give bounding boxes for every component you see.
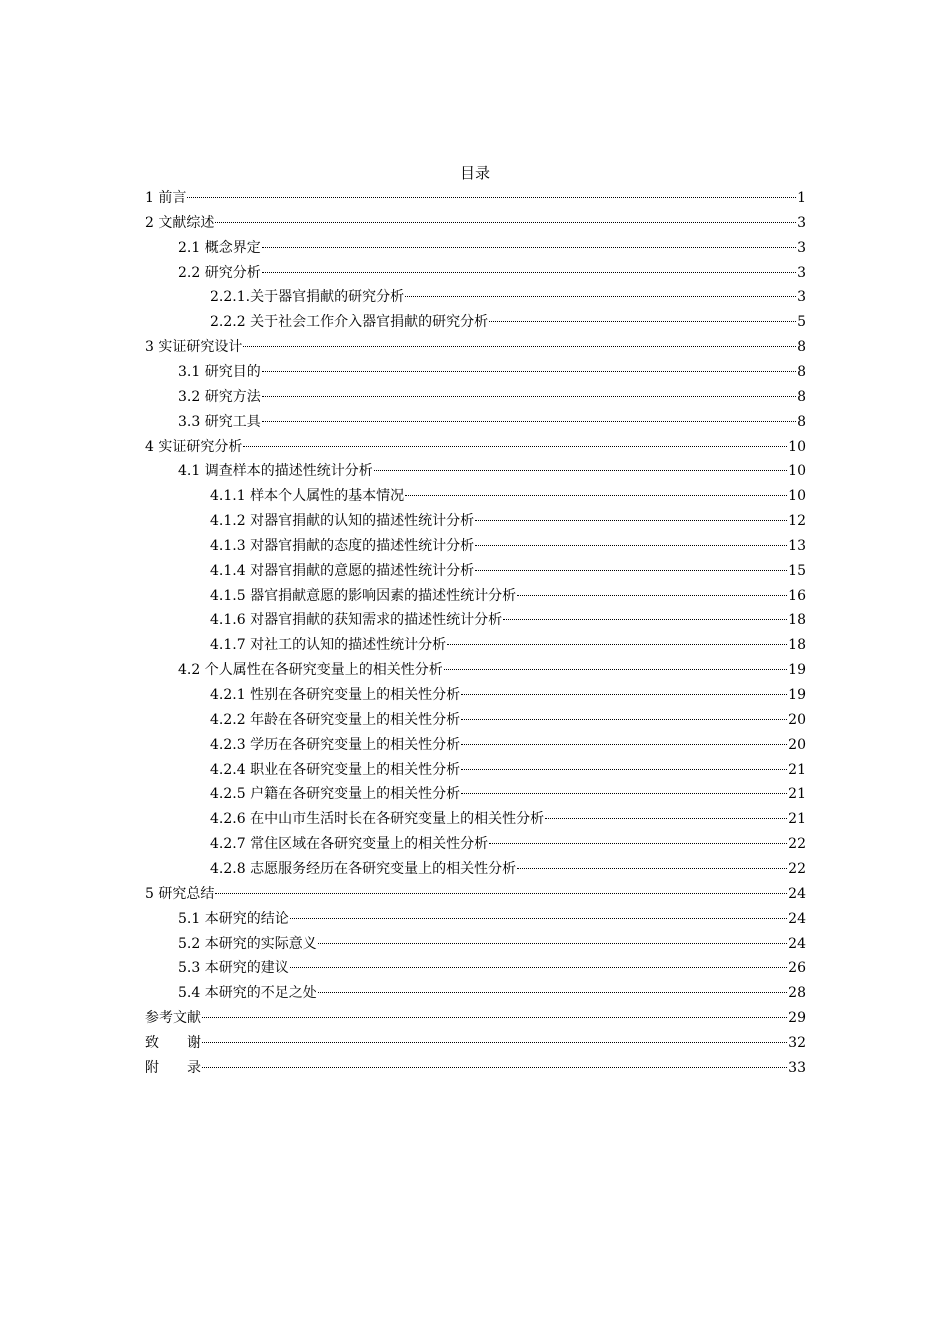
toc-dot-leader [447, 644, 787, 645]
toc-dot-leader [262, 396, 796, 397]
toc-dot-leader [405, 296, 796, 297]
toc-entry[interactable] [210, 560, 806, 582]
toc-dot-leader [290, 918, 787, 919]
toc-entry-label: 5 研究总结 [145, 886, 215, 902]
toc-entry[interactable] [178, 460, 806, 482]
toc-entry-page-number: 1 [797, 190, 806, 206]
toc-entry[interactable] [145, 1007, 806, 1029]
toc-dot-leader [475, 520, 787, 521]
toc-dot-leader [461, 744, 787, 745]
toc-entry-page-number: 18 [788, 637, 806, 653]
toc-entry-label: 2.2.2 关于社会工作介入器官捐献的研究分析 [210, 314, 489, 330]
toc-entry-label: 4.1.5 器官捐献意愿的影响因素的描述性统计分析 [210, 588, 517, 604]
toc-entry-page-number: 8 [797, 389, 806, 405]
toc-entry[interactable] [210, 709, 806, 731]
toc-entry-label: 4.1.4 对器官捐献的意愿的描述性统计分析 [210, 563, 475, 579]
toc-entry-page-number: 32 [788, 1035, 806, 1051]
toc-entry-page-number: 33 [788, 1060, 806, 1076]
toc-entry-label: 3.3 研究工具 [178, 414, 261, 430]
toc-entry-label: 5.3 本研究的建议 [178, 960, 289, 976]
toc-entry[interactable] [178, 659, 806, 681]
toc-entry-page-number: 22 [788, 836, 806, 852]
toc-entry-page-number: 18 [788, 612, 806, 628]
toc-entry-page-number: 3 [797, 240, 806, 256]
toc-entry-page-number: 20 [788, 737, 806, 753]
toc-entry-label: 4.1 调查样本的描述性统计分析 [178, 463, 373, 479]
toc-entry-page-number: 24 [788, 886, 806, 902]
toc-entry-label: 5.2 本研究的实际意义 [178, 936, 317, 952]
toc-entry-page-number: 19 [788, 662, 806, 678]
toc-entry-page-number: 3 [797, 215, 806, 231]
toc-dot-leader [461, 793, 787, 794]
toc-entry-label: 参考文献 [145, 1010, 201, 1026]
toc-entry[interactable] [210, 833, 806, 855]
toc-entry[interactable] [210, 808, 806, 830]
toc-entry-label: 4.2.8 志愿服务经历在各研究变量上的相关性分析 [210, 861, 517, 877]
toc-dot-leader [374, 470, 787, 471]
toc-entry-label: 4 实证研究分析 [145, 439, 243, 455]
toc-entry-label: 3.1 研究目的 [178, 364, 261, 380]
toc-dot-leader [489, 843, 787, 844]
toc-dot-leader [262, 247, 796, 248]
toc-entry-label: 5.1 本研究的结论 [178, 911, 289, 927]
toc-entry-page-number: 3 [797, 289, 806, 305]
toc-dot-leader [262, 421, 796, 422]
toc-entry-page-number: 12 [788, 513, 806, 529]
toc-dot-leader [503, 619, 787, 620]
toc-dot-leader [461, 769, 787, 770]
toc-entry-label: 1 前言 [145, 190, 187, 206]
toc-entry-page-number: 24 [788, 911, 806, 927]
toc-entry[interactable] [145, 1032, 806, 1054]
toc-entry[interactable] [178, 262, 806, 284]
toc-entry-label: 4.1.3 对器官捐献的态度的描述性统计分析 [210, 538, 475, 554]
toc-dot-leader [202, 1067, 787, 1068]
toc-dot-leader [318, 992, 787, 993]
toc-dot-leader [318, 943, 787, 944]
toc-entry-page-number: 19 [788, 687, 806, 703]
toc-dot-leader [202, 1017, 787, 1018]
toc-dot-leader [517, 595, 787, 596]
toc-dot-leader [475, 545, 787, 546]
toc-dot-leader [461, 719, 787, 720]
toc-dot-leader [243, 346, 796, 347]
toc-entry-label: 4.2.5 户籍在各研究变量上的相关性分析 [210, 786, 461, 802]
toc-entry[interactable] [210, 634, 806, 656]
toc-entry-page-number: 10 [788, 488, 806, 504]
toc-dot-leader [489, 321, 796, 322]
toc-entry-page-number: 16 [788, 588, 806, 604]
toc-entry-label: 4.2.3 学历在各研究变量上的相关性分析 [210, 737, 461, 753]
toc-entry-label: 致 谢 [145, 1035, 201, 1051]
toc-entry-page-number: 8 [797, 339, 806, 355]
toc-dot-leader [215, 893, 787, 894]
toc-entry[interactable] [210, 684, 806, 706]
toc-dot-leader [187, 197, 796, 198]
toc-entry-page-number: 21 [788, 762, 806, 778]
toc-dot-leader [405, 495, 787, 496]
toc-entry[interactable] [145, 883, 806, 905]
toc-entry[interactable] [210, 485, 806, 507]
toc-entry[interactable] [210, 734, 806, 756]
toc-title: 目录 [459, 164, 490, 182]
toc-entry[interactable] [178, 361, 806, 383]
toc-entry-page-number: 3 [797, 265, 806, 281]
toc-entry-page-number: 24 [788, 936, 806, 952]
toc-entry[interactable] [210, 311, 806, 333]
toc-entry[interactable] [178, 982, 806, 1004]
toc-entry[interactable] [210, 609, 806, 631]
toc-entry[interactable] [145, 1057, 806, 1079]
toc-entry-page-number: 10 [788, 439, 806, 455]
toc-entry-page-number: 21 [788, 811, 806, 827]
toc-dot-leader [461, 694, 787, 695]
toc-entry[interactable] [210, 585, 806, 607]
toc-dot-leader [243, 446, 787, 447]
toc-entry-label: 4.2 个人属性在各研究变量上的相关性分析 [178, 662, 443, 678]
toc-dot-leader [202, 1042, 787, 1043]
toc-entry[interactable] [210, 535, 806, 557]
toc-entry-page-number: 8 [797, 364, 806, 380]
toc-entry-label: 4.1.7 对社工的认知的描述性统计分析 [210, 637, 447, 653]
toc-entry-label: 2.1 概念界定 [178, 240, 261, 256]
toc-entry-label: 4.1.1 样本个人属性的基本情况 [210, 488, 405, 504]
toc-entry-label: 4.2.6 在中山市生活时长在各研究变量上的相关性分析 [210, 811, 545, 827]
toc-entry[interactable] [178, 957, 806, 979]
toc-entry[interactable] [178, 411, 806, 433]
toc-entry-page-number: 8 [797, 414, 806, 430]
toc-entry-page-number: 26 [788, 960, 806, 976]
toc-dot-leader [262, 371, 796, 372]
toc-entry-label: 2.2 研究分析 [178, 265, 261, 281]
toc-entry[interactable] [178, 237, 806, 259]
toc-entry[interactable] [145, 187, 806, 209]
toc-entry-label: 2.2.1.关于器官捐献的研究分析 [210, 289, 405, 305]
toc-entry[interactable] [210, 858, 806, 880]
toc-entry[interactable] [145, 212, 806, 234]
toc-dot-leader [444, 669, 787, 670]
toc-entry-page-number: 29 [788, 1010, 806, 1026]
toc-dot-leader [517, 868, 787, 869]
toc-entry-label: 2 文献综述 [145, 215, 215, 231]
toc-entry-page-number: 13 [788, 538, 806, 554]
toc-entry-label: 3 实证研究设计 [145, 339, 243, 355]
toc-entry-page-number: 5 [797, 314, 806, 330]
toc-entry-label: 3.2 研究方法 [178, 389, 261, 405]
toc-dot-leader [290, 967, 787, 968]
toc-entry-label: 4.2.2 年龄在各研究变量上的相关性分析 [210, 712, 461, 728]
toc-entry-label: 5.4 本研究的不足之处 [178, 985, 317, 1001]
toc-entry[interactable] [210, 286, 806, 308]
toc-entry-page-number: 10 [788, 463, 806, 479]
toc-entry[interactable] [178, 908, 806, 930]
toc-dot-leader [475, 570, 787, 571]
toc-entry-page-number: 21 [788, 786, 806, 802]
toc-entry-page-number: 20 [788, 712, 806, 728]
toc-dot-leader [215, 222, 796, 223]
toc-entry[interactable] [178, 933, 806, 955]
toc-dot-leader [545, 818, 787, 819]
toc-entry[interactable] [210, 783, 806, 805]
toc-entry-label: 4.1.6 对器官捐献的获知需求的描述性统计分析 [210, 612, 503, 628]
toc-entry[interactable] [145, 336, 806, 358]
toc-entry[interactable] [178, 386, 806, 408]
toc-entry-label: 4.1.2 对器官捐献的认知的描述性统计分析 [210, 513, 475, 529]
toc-entry-label: 4.2.7 常住区域在各研究变量上的相关性分析 [210, 836, 489, 852]
toc-entry-label: 4.2.4 职业在各研究变量上的相关性分析 [210, 762, 461, 778]
toc-entry[interactable] [145, 436, 806, 458]
toc-entry-label: 4.2.1 性别在各研究变量上的相关性分析 [210, 687, 461, 703]
toc-entry-page-number: 15 [788, 563, 806, 579]
toc-entry-page-number: 22 [788, 861, 806, 877]
toc-entry-page-number: 28 [788, 985, 806, 1001]
toc-dot-leader [262, 272, 796, 273]
toc-entry[interactable] [210, 510, 806, 532]
toc-entry-label: 附 录 [145, 1060, 201, 1076]
toc-entry[interactable] [210, 759, 806, 781]
